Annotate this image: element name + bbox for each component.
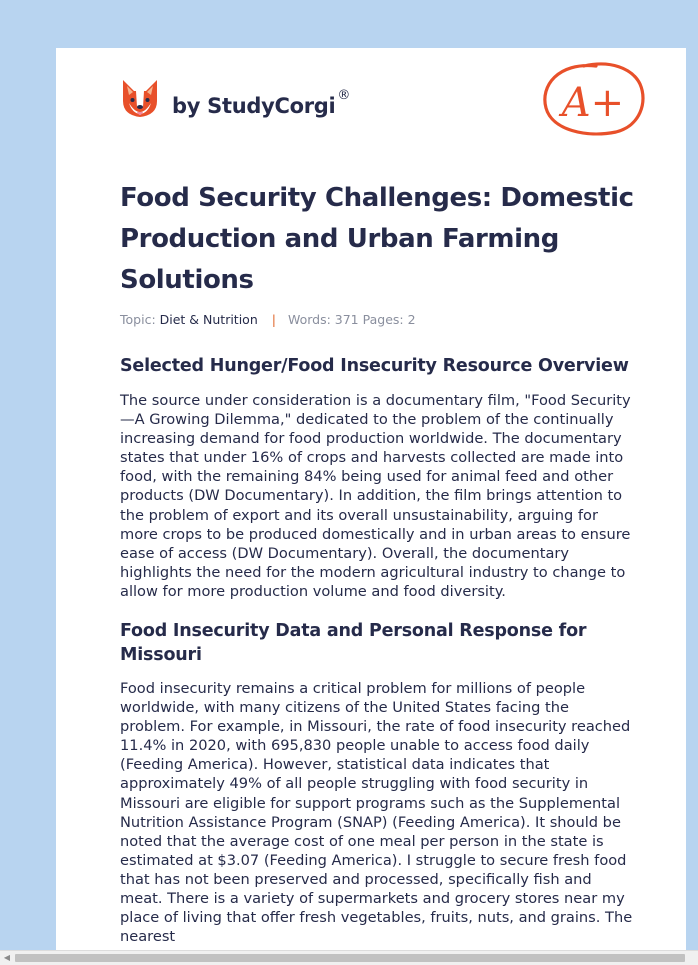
article-meta [120, 312, 416, 327]
topic-link[interactable]: Diet & Nutrition [159, 312, 258, 327]
grade-badge-icon [538, 58, 648, 140]
page-title: Food Security Challenges: Domestic Production and Urban Farming Solutions [120, 183, 634, 295]
topic-label: Topic: [120, 312, 156, 327]
scrollbar-thumb[interactable] [15, 954, 685, 962]
document-page [56, 48, 686, 950]
corgi-logo-icon [120, 77, 160, 121]
registered-mark: ® [337, 88, 351, 103]
scroll-left-arrow-icon[interactable]: ◀ [3, 953, 11, 962]
brand-name: by StudyCorgi ® [172, 88, 351, 118]
meta-separator: | [271, 312, 276, 327]
grade-text: A+ [561, 80, 625, 126]
brand-logo[interactable] [120, 76, 350, 122]
section-paragraph: Food insecurity remains a critical problem for millions of people worldwide, with many citizens of the United States facing the problem. For example, in Missouri, the rate of food insecurity reached 11.4% in 2020, with 695,830 people unable to access food daily (Feeding America). However, statistical data indicates that approximately 49% of all people struggling with food security in Missouri are eligible for support programs such as the Supplemental Nutrition Assistance Program (SNAP) (Feeding America). It should be noted that the average cost of one meal per person in the state is estimated at $3.07 (Feeding America). I struggle to secure fresh food that has not been preserved and processed, specifically fish and meat. There is a variety of supermarkets and grocery stores near my place of living that offer fresh vegetables, fruits, nuts, and grains. The nearest [120, 680, 633, 946]
section-paragraph: The source under consideration is a documentary film, "Food Security—A Growing Dilemma," dedicated to the problem of the continually increasing demand for food production worldwide. The documentary states that under 16% of crops and harvests collected are made into food, with the remaining 84% being used for animal feed and other products (DW Documentary). In addition, the film brings attention to the problem of export and its overall unsustainability, arguing for more crops to be produced domestically and in urban areas to ensure ease of access (DW Documentary). Overall, the documentary highlights the need for the modern agricultural industry to change to allow for more production volume and food diversity. [120, 392, 631, 600]
section-heading: Food Insecurity Data and Personal Response for Missouri [120, 621, 587, 665]
horizontal-scrollbar[interactable] [0, 950, 698, 965]
page-count: Pages: 2 [362, 312, 416, 327]
word-count: Words: 371 [287, 312, 359, 327]
section-heading: Selected Hunger/Food Insecurity Resource Overview [120, 356, 629, 376]
